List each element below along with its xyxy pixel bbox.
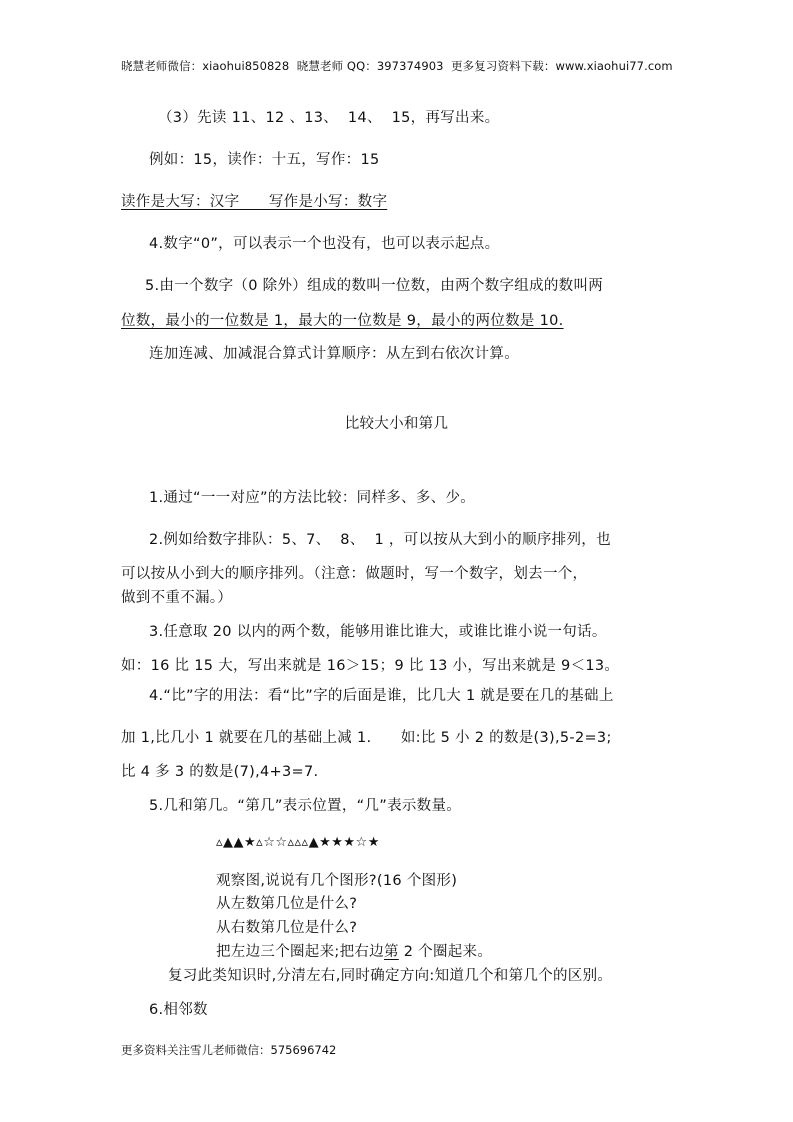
text-line: 4.数字“0”，可以表示一个也没有，也可以表示起点。	[149, 236, 500, 252]
shape-sequence: ▵▲▲★▵☆☆▵▵▵▲★★★☆★	[216, 835, 380, 850]
text-line: 3.任意取 20 以内的两个数，能够用谁比谁大，或谁比谁小说一句话。	[149, 624, 607, 640]
text-line: 加 1,比几小 1 就要在几的基础上减 1. 如:比 5 小 2 的数是(3),5-2=3;	[121, 730, 612, 746]
text-line: 5.几和第几。“第几”表示位置，“几”表示数量。	[149, 798, 462, 814]
page-header: 晓慧老师微信：xiaohui850828 晓慧老师 QQ：397374903 更多复习资料下载：www.xiaohui77.com	[121, 59, 673, 73]
text-line: 比 4 多 3 的数是(7),4+3=7.	[121, 764, 319, 780]
text-line	[216, 942, 492, 962]
text-line: 从左数第几位是什么?	[216, 896, 358, 912]
text-line: 观察图,说说有几个图形?(16 个图形)	[216, 873, 458, 889]
text-line: 5.由一个数字（0 除外）组成的数叫一位数，由两个数字组成的数叫两	[145, 278, 604, 294]
text-line: 如：16 比 15 大，写出来就是 16＞15；9 比 13 小，写出来就是 9＜13。	[121, 658, 620, 674]
text-part: 2 个圈起来。	[398, 944, 493, 960]
text-line-underlined: 位数，最小的一位数是 1，最大的一位数是 9，最小的两位数是 10.	[121, 313, 564, 329]
text-line-underlined: 读作是大写：汉字 写作是小写：数字	[121, 194, 388, 210]
text-line: （3）先读 11、12 、13、 14、 15，再写出来。	[158, 110, 500, 126]
text-line: 1.通过“一一对应”的方法比较：同样多、多、少。	[149, 490, 476, 506]
text-line: 2.例如给数字排队：5、7、 8、 1 ，可以按从大到小的顺序排列，也	[149, 532, 611, 548]
text-line: 连加连减、加减混合算式计算顺序：从左到右依次计算。	[149, 346, 519, 362]
section-title: 比较大小和第几	[344, 416, 449, 432]
text-line: 4.“比”字的用法：看“比”字的后面是谁，比几大 1 就是要在几的基础上	[149, 688, 614, 704]
underlined-word: 第	[383, 944, 399, 960]
text-line: 复习此类知识时,分清左右,同时确定方向:知道几个和第几个的区别。	[168, 968, 613, 984]
text-line: 6.相邻数	[149, 1002, 208, 1018]
text-line: 可以按从小到大的顺序排列。（注意：做题时，写一个数字，划去一个，	[121, 566, 588, 582]
page-footer: 更多资料关注雪儿老师微信：575696742	[121, 1043, 337, 1057]
text-line: 从右数第几位是什么?	[216, 920, 358, 936]
text-line: 例如：15，读作：十五，写作：15	[149, 152, 380, 168]
text-part: 把左边三个圈起来;把右边	[216, 944, 384, 960]
text-line: 做到不重不漏。）	[121, 590, 233, 606]
